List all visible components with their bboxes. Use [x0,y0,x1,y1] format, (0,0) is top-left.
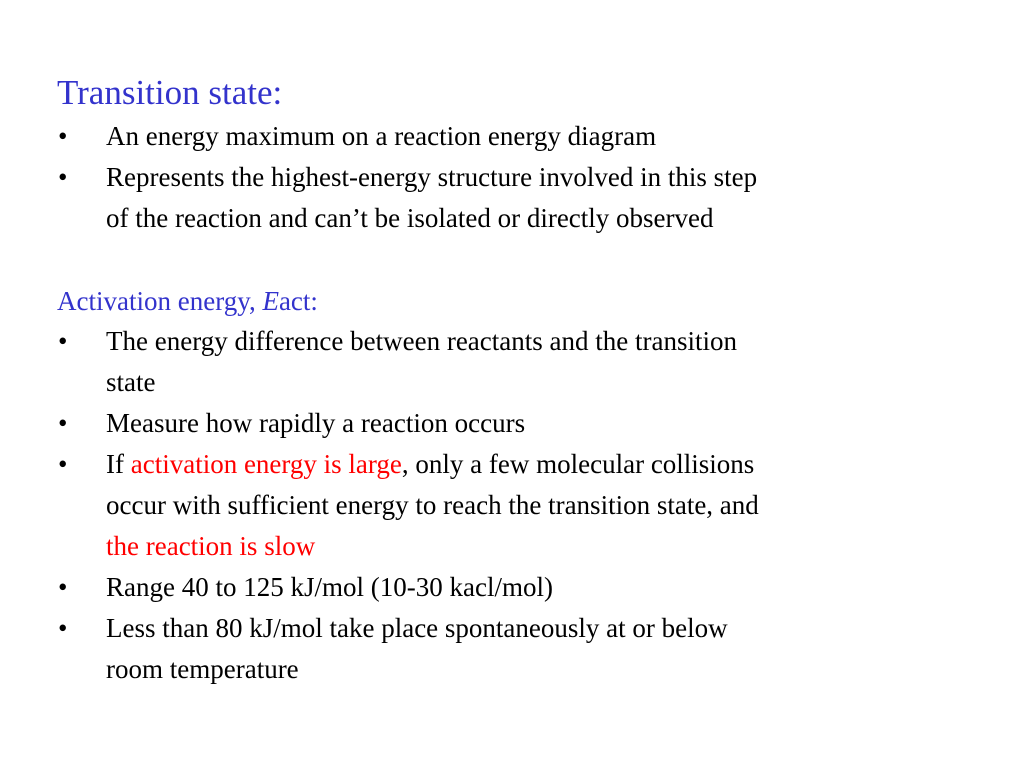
bullet-text: Range 40 to 125 kJ/mol (10-30 kacl/mol) [106,572,553,602]
bullet-text: The energy difference between reactants and the transition state [106,326,737,397]
transition-state-heading: Transition state: [57,73,283,112]
bullet-text: Measure how rapidly a reaction occurs [106,408,526,438]
bullet-icon: • [58,162,68,192]
highlight-text: activation energy is large [130,449,402,479]
activation-energy-heading: Activation energy, Eact: [57,286,318,316]
bullet-icon: • [58,408,68,438]
bullet-text: If activation energy is large, only a few molecular collisions occur with sufficient energy to reach the transition state, and the reaction is slow [106,449,759,561]
bullet-text: Less than 80 kJ/mol take place spontaneously at or below room temperature [106,613,728,684]
bullet-text: Represents the highest-energy structure involved in this step of the reaction and can’t be isolated or directly observed [106,162,758,233]
bullet-icon: • [58,449,68,479]
bullet-icon: • [58,572,68,602]
bullet-text: An energy maximum on a reaction energy diagram [106,121,657,151]
highlight-text: the reaction is slow [106,531,316,561]
bullet-icon: • [58,613,68,643]
bullet-icon: • [58,121,68,151]
bullet-icon: • [58,326,68,356]
